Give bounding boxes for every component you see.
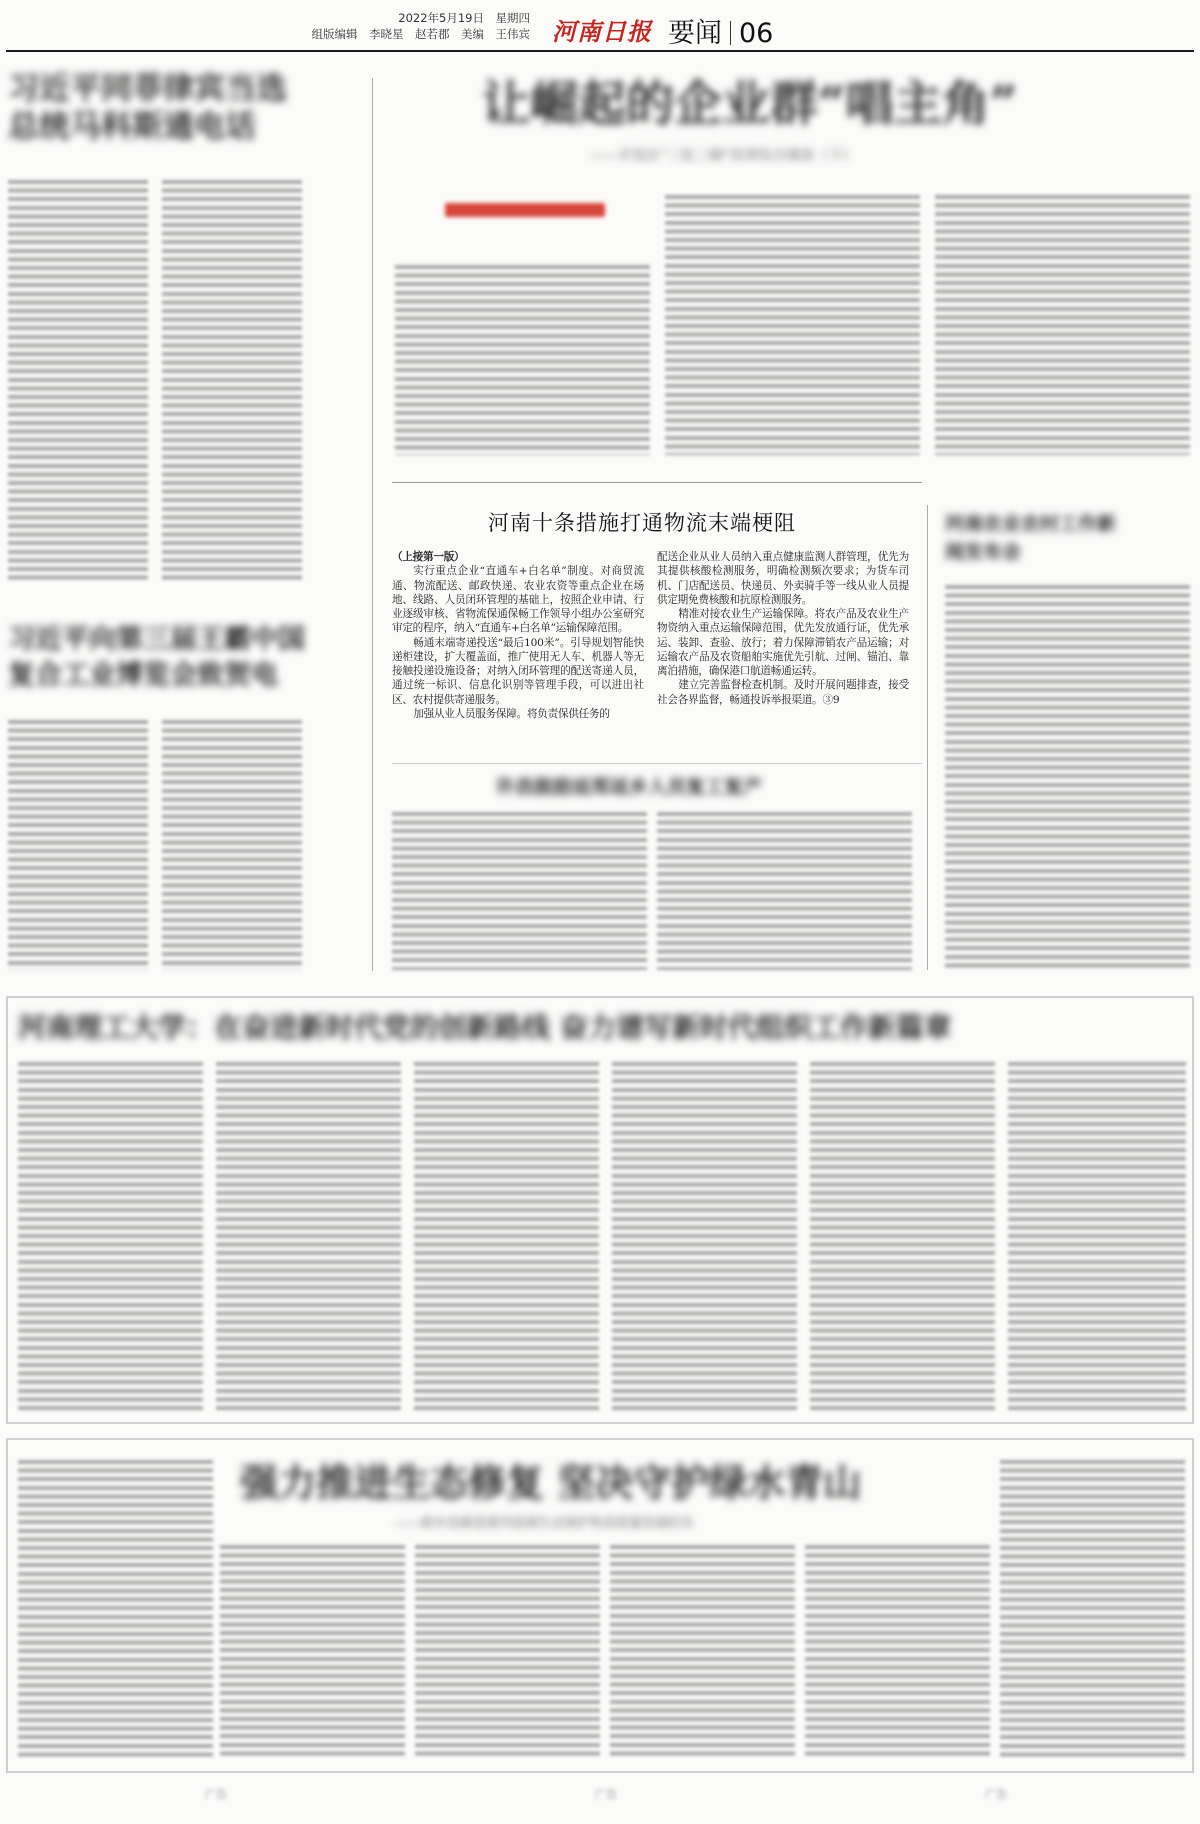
left-headline-2: 习近平向第三届王霸中国复合工业博览会致贺电 <box>8 624 305 691</box>
left-text-1b <box>162 180 302 580</box>
newspaper-logo: 河南日报 <box>552 17 652 46</box>
feature-col-5 <box>810 1062 995 1414</box>
logistics-col-1 <box>392 550 644 721</box>
feature-col-1 <box>18 1062 203 1414</box>
editor-credits: 组版编辑 李晓星 赵若郡 美编 王伟宾 <box>311 27 530 41</box>
left-text-2b <box>162 720 302 970</box>
middle-sub-col-2 <box>657 812 912 970</box>
right-sub-text <box>945 585 1190 970</box>
top-story-subheadline: ——开发区“三化三制”改革综合调查（下） <box>590 148 857 164</box>
bottom-col-1 <box>18 1460 213 1760</box>
article-paragraph: 配送企业从业人员纳入重点健康监测人群管理，优先为其提供核酸检测服务，明确检测频次要求；为货车司机、门店配送员、快递员、外卖骑手等一线从业人员提供定期免费核酸和抗原检测服务。 <box>657 551 909 606</box>
bottom-col-5 <box>805 1545 990 1760</box>
middle-sub-rule <box>392 763 922 764</box>
middle-sub-headline: 许昌鼓励返郑返乡人员复工复产 <box>496 776 763 798</box>
feature-col-2 <box>216 1062 401 1414</box>
bottom-col-4 <box>610 1545 795 1760</box>
feature-col-3 <box>414 1062 599 1414</box>
top-story-headline: 让崛起的企业群“唱主角” <box>482 76 1018 132</box>
bottom-col-6 <box>1000 1460 1185 1760</box>
right-sub-headline: 河南农业农村工作新闻发布会 <box>945 513 1117 563</box>
header-meta <box>300 10 530 42</box>
logistics-article-title: 河南十条措施打通物流末端梗阻 <box>488 511 796 535</box>
article-paragraph: 加强从业人员服务保障。将负责保供任务的 <box>413 707 610 720</box>
article-lead: （上接第一版） <box>392 551 465 563</box>
left-text-2a <box>8 720 148 970</box>
top-story-col-3 <box>935 195 1190 455</box>
top-story-rule <box>392 482 922 483</box>
bottom-story-headline: 强力推进生态修复 坚决守护绿水青山 <box>240 1460 862 1505</box>
article-paragraph: 实行重点企业“直通车+白名单”制度。对商贸流通、物流配送、邮政快递、农业农资等重点企业在场地、线路、人员闭环管理的基础上，按照企业申请、行业逐级审核、省物流保通保畅工作领导小组办公室研究审定的程序，纳入“直通车+白名单”运输保障范围。 <box>392 565 644 635</box>
middle-sub-col-1 <box>392 812 647 970</box>
page-header <box>0 0 1200 52</box>
top-story-col-1 <box>395 265 650 455</box>
left-column-divider <box>372 78 373 971</box>
logistics-col-2 <box>657 550 909 707</box>
issue-date: 2022年5月19日 星期四 <box>398 11 530 25</box>
section-label <box>668 11 773 50</box>
top-story-tag <box>445 203 605 217</box>
feature-box-headline: 河南理工大学：在奋进新时代党的创新路线 奋力谱写新时代组织工作新篇章 <box>18 1011 952 1044</box>
bottom-story-subheadline: ——新乡县推进黄河流域生态保护和高质量发展纪实 <box>395 1516 695 1531</box>
page-number: 06 <box>739 18 774 49</box>
feature-col-6 <box>1008 1062 1186 1414</box>
left-headline-1: 习近平同菲律宾当选总统马科斯通电话 <box>8 71 287 145</box>
right-column-divider <box>927 505 928 970</box>
footer-right: 广告 <box>985 1788 1007 1801</box>
footer-left: 广告 <box>205 1788 227 1801</box>
left-text-1a <box>8 180 148 580</box>
feature-col-4 <box>612 1062 797 1414</box>
section-divider <box>730 21 731 45</box>
section-name: 要闻 <box>668 18 722 49</box>
header-rule <box>6 50 1194 52</box>
article-paragraph: 建立完善监督检查机制。及时开展问题排查，接受社会各界监督，畅通投诉举报渠道。③9 <box>657 679 909 706</box>
article-paragraph: 畅通末端寄递投送“最后100米”。引导规划智能快递柜建设，扩大覆盖面，推广使用无人车、机器人等无接触投递设施设备；对纳入闭环管理的配送寄递人员，通过统一标识、信息化识别等管理手段，可以进出社区、农村提供寄递服务。 <box>392 636 644 706</box>
top-story-col-2 <box>665 195 920 455</box>
bottom-col-2 <box>220 1545 405 1760</box>
bottom-col-3 <box>415 1545 600 1760</box>
footer-center: 广告 <box>595 1788 617 1801</box>
article-paragraph: 精准对接农业生产运输保障。将农产品及农业生产物资纳入重点运输保障范围，优先发放通行证，优先承运、装卸、查验、放行；着力保障滞销农产品运输；对运输农产品及农资船舶实施优先引航、过闸、锚泊、靠离泊措施，确保港口航道畅通运转。 <box>657 608 909 677</box>
